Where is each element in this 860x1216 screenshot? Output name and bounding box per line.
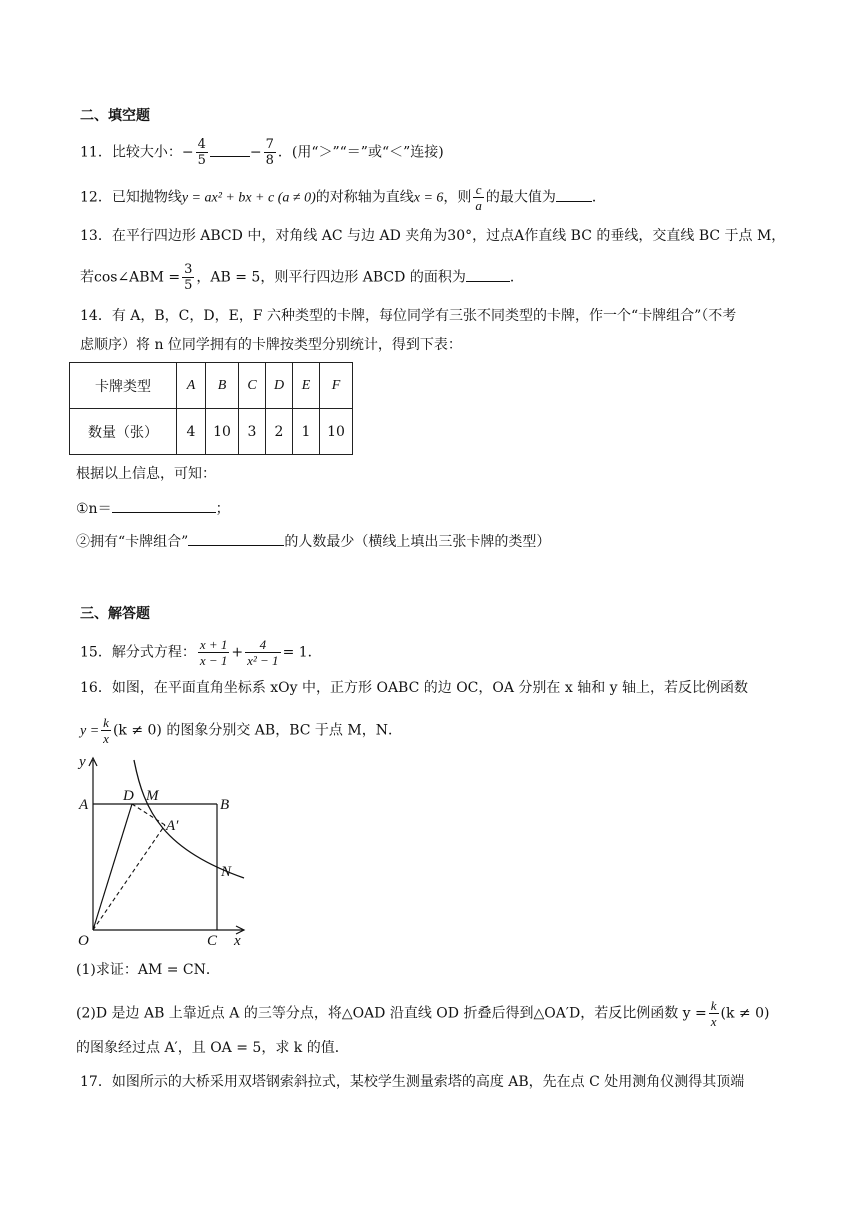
q16-part-2-line-2: 的图象经过点 A′，且 OA = 5，求 k 的值． (76, 1040, 349, 1056)
section-2-title: 二、填空题 (80, 108, 150, 124)
label-y: y (79, 754, 86, 770)
q12-blank (556, 187, 592, 202)
table-row (70, 409, 353, 455)
table-cell: 2 (266, 409, 293, 455)
label-o: O (78, 933, 89, 949)
q14-part-1: ①n＝ ； (76, 498, 230, 519)
label-c: C (207, 933, 218, 949)
question-16-line-1: 16．如图，在平面直角坐标系 xOy 中，正方形 OABC 的边 OC，OA 分别在 x 轴和 y 轴上，若反比例函数 (80, 680, 749, 696)
table-cell: 10 (206, 409, 239, 455)
q11-prefix: 比较大小： (111, 144, 182, 161)
table-cell: 1 (293, 409, 320, 455)
label-d: D (123, 788, 134, 804)
q11-blank (210, 142, 250, 157)
coordinate-figure (74, 752, 254, 952)
table-cell: 10 (320, 409, 353, 455)
q11-fraction-2: $\frac{7}{8}$ (265, 137, 274, 168)
q15-fraction-2: $\frac{4}{\text{x² − 1}}$ (247, 637, 279, 668)
q14-blank-2 (188, 531, 284, 546)
question-12: 12．已知抛物线y = ax² + bx + c (a ≠ 0)的对称轴为直线x = 6，则 $\frac{c}{a}$ 的最大值为 ． (80, 182, 606, 213)
label-a: A (79, 797, 89, 813)
q13-blank (466, 267, 510, 282)
table-cell: F (320, 363, 353, 409)
label-m: M (146, 788, 159, 804)
segment-od (93, 804, 132, 930)
card-count-table (69, 362, 353, 455)
label-x: x (234, 933, 241, 949)
table-cell: 卡牌类型 (70, 363, 177, 409)
table-row (70, 363, 353, 409)
q11-number: 11． (80, 144, 112, 161)
table-cell: A (177, 363, 206, 409)
table-cell: D (266, 363, 293, 409)
q12-equation: y = ax² + bx + c (a ≠ 0) (181, 190, 316, 206)
question-14-line-2: 虑顺序）将 n 位同学拥有的卡牌按类型分别统计，得到下表： (80, 337, 462, 353)
label-n: N (221, 864, 232, 880)
label-b: B (220, 797, 230, 813)
question-11: 11．比较大小：− $\frac{4}{5}$ − $\frac{7}{8}$ ．(用“＞”“＝”或“＜”连接) (80, 137, 444, 168)
q13-fraction: $\frac{3}{5}$ (184, 262, 193, 293)
q14-part-2: ②拥有“卡牌组合” 的人数最少（横线上填出三张卡牌的类型） (76, 531, 550, 552)
question-15: 15．解分式方程： $\frac{x + 1}{x - 1}$ + $\frac{4}{\text{x² − 1}}$ = 1． (80, 637, 322, 668)
question-13-line-1: 13．在平行四边形 ABCD 中，对角线 AC 与边 AD 夹角为30°，过点A作直线 BC 的垂线，交直线 BC 于点 M， (80, 228, 786, 244)
segment-oa-prime (93, 825, 165, 930)
q12-fraction: $\frac{c}{a}$ (475, 182, 482, 213)
question-16-line-2: y = $\frac{k}{x}$ (k ≠ 0) 的图象分别交 AB，BC 于点 M，N． (80, 715, 402, 746)
table-cell: 数量（张） (70, 409, 177, 455)
table-cell: B (206, 363, 239, 409)
question-13-line-2: 若cos∠ABM = $\frac{3}{5}$ ，AB = 5，则平行四边形 ABCD 的面积为 ． (80, 262, 524, 293)
table-cell: E (293, 363, 320, 409)
q16-part-2-line-1: (2)D 是边 AB 上靠近点 A 的三等分点，将△OAD 沿直线 OD 折叠后得到△OA′D，若反比例函数 y = $\frac{k}{x}$ (k ≠ 0) (76, 998, 770, 1029)
q11-fraction-1: $\frac{4}{5}$ (197, 137, 206, 168)
section-3-title: 三、解答题 (80, 606, 150, 622)
table-cell: 4 (177, 409, 206, 455)
q16-part-1: (1)求证：AM = CN． (76, 962, 220, 978)
question-14-line-1: 14．有 A，B，C，D，E，F 六种类型的卡牌，每位同学有三张不同类型的卡牌，作一个“卡牌组合”（不考 (80, 308, 737, 324)
q15-fraction-1: $\frac{x + 1}{x - 1}$ (199, 637, 228, 668)
label-a-prime: A′ (166, 818, 179, 834)
q11-suffix: ．(用“＞”“＝”或“＜”连接) (277, 144, 444, 161)
table-cell: 3 (239, 409, 266, 455)
q14-blank-1 (112, 498, 216, 513)
q14-info: 根据以上信息，可知： (76, 466, 216, 482)
table-cell: C (239, 363, 266, 409)
hyperbola-curve (134, 760, 244, 878)
question-17-line-1: 17．如图所示的大桥采用双塔钢索斜拉式，某校学生测量索塔的高度 AB，先在点 C 处用测角仪测得其顶端 (80, 1074, 745, 1090)
q16-fraction: $\frac{k}{x}$ (103, 715, 109, 746)
q16-part-2-fraction: $\frac{k}{x}$ (710, 998, 717, 1029)
